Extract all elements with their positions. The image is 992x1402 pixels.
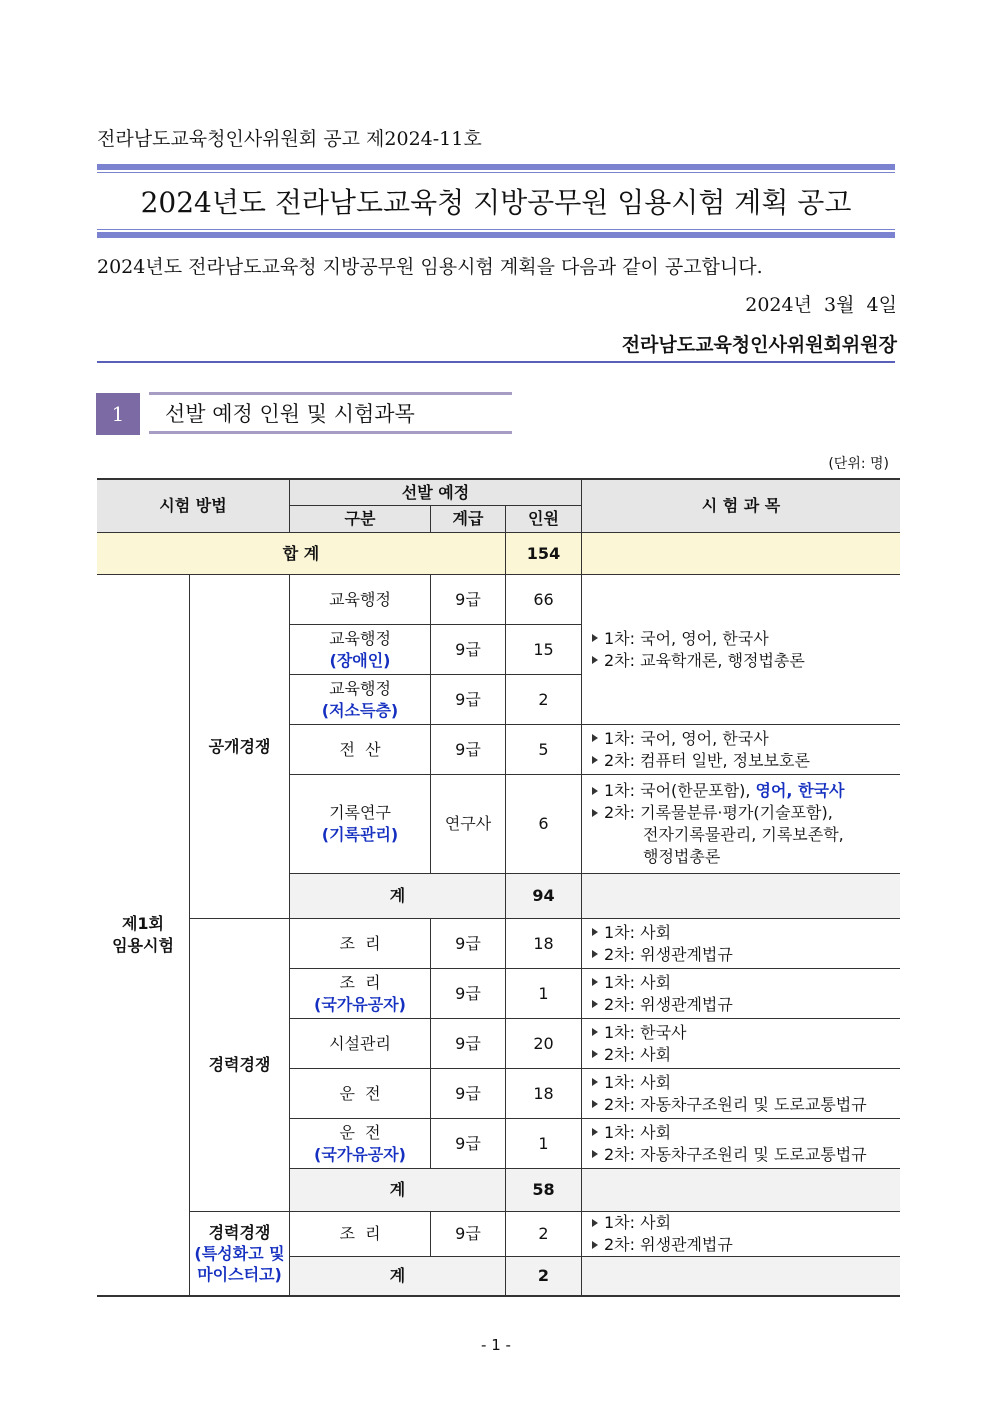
- grade-records: 연구사: [431, 775, 506, 874]
- bullet-icon: [592, 928, 598, 936]
- bullet-icon: [592, 1100, 598, 1108]
- bullet-icon: [592, 787, 598, 795]
- notice-date: 2024년 3월 4일: [745, 294, 897, 316]
- open-subtotal-subjects: [582, 874, 900, 919]
- header-subjects: 시 험 과 목: [582, 478, 900, 533]
- subjects-records: 1차: 국어(한문포함), 영어, 한국사 2차: 기록물분류·평가(기술포함), 전자기록물관리, 기록보존학, 행정법총론: [582, 775, 900, 874]
- grade-admin-disabled: 9급: [431, 625, 506, 675]
- cat-label: 교육행정: [329, 589, 391, 609]
- intro-text: 2024년도 전라남도교육청 지방공무원 임용시험 계획을 다음과 같이 공고합니다.: [97, 256, 763, 278]
- count-admin-disabled: 15: [506, 625, 582, 675]
- count-cook: 18: [506, 919, 582, 969]
- cat-label: 교육행정: [329, 628, 391, 648]
- subjects-it: 1차: 국어, 영어, 한국사 2차: 컴퓨터 일반, 정보보호론: [582, 725, 900, 775]
- count-cook-veteran: 1: [506, 969, 582, 1019]
- subjects-driver-veteran: 1차: 사회 2차: 자동차구조원리 및 도로교통법규: [582, 1119, 900, 1169]
- count-cook-special: 2: [506, 1212, 582, 1257]
- header-category: 구분: [290, 506, 431, 533]
- cat-note: (국가유공자): [314, 994, 406, 1014]
- subjects-cook: 1차: 사회 2차: 위생관계법규: [582, 919, 900, 969]
- round-label: 제1회 임용시험: [97, 575, 190, 1297]
- bullet-icon: [592, 1050, 598, 1058]
- career-special-note: 마이스터고): [197, 1265, 282, 1284]
- grand-total-value: 154: [506, 533, 582, 575]
- bullet-icon: [592, 734, 598, 742]
- bullet-icon: [592, 756, 598, 764]
- bullet-icon: [592, 1028, 598, 1036]
- grade-cook: 9급: [431, 919, 506, 969]
- cat-label: 교육행정: [329, 678, 391, 698]
- cat-admin: [290, 575, 431, 625]
- header-grade: 계급: [431, 506, 506, 533]
- special-subtotal-value: 2: [506, 1257, 582, 1297]
- open-subtotal-value: 94: [506, 874, 582, 919]
- grade-facility: 9급: [431, 1019, 506, 1069]
- bullet-icon: [592, 978, 598, 986]
- cat-driver: 운 전: [290, 1069, 431, 1119]
- bullet-icon: [592, 1128, 598, 1136]
- subjects-cook-veteran: 1차: 사회 2차: 위생관계법규: [582, 969, 900, 1019]
- cat-cook-special: 조 리: [290, 1212, 431, 1257]
- grade-driver: 9급: [431, 1069, 506, 1119]
- count-facility: 20: [506, 1019, 582, 1069]
- count-admin-lowincome: 2: [506, 675, 582, 725]
- count-it: 5: [506, 725, 582, 775]
- career-special-title: 경력경쟁: [208, 1223, 271, 1242]
- count-records: 6: [506, 775, 582, 874]
- special-subtotal-label: 계: [290, 1257, 506, 1297]
- special-subtotal-subjects: [582, 1257, 900, 1297]
- count-driver: 18: [506, 1069, 582, 1119]
- open-competition-label: 공개경쟁: [190, 575, 290, 919]
- cat-cook: 조 리: [290, 919, 431, 969]
- subjects-cook-special: 1차: 사회 2차: 위생관계법규: [582, 1212, 900, 1257]
- cat-label: 기록연구: [329, 803, 391, 822]
- count-admin: 66: [506, 575, 582, 625]
- document-title: 2024년도 전라남도교육청 지방공무원 임용시험 계획 공고: [97, 172, 895, 230]
- grade-driver-veteran: 9급: [431, 1119, 506, 1169]
- career-special-label: [190, 1212, 290, 1297]
- bullet-icon: [592, 1219, 598, 1227]
- cat-it: 전 산: [290, 725, 431, 775]
- cat-facility: 시설관리: [290, 1019, 431, 1069]
- cat-label: 운 전: [339, 1122, 381, 1142]
- unit-label: (단위: 명): [828, 456, 889, 472]
- grade-cook-special: 9급: [431, 1212, 506, 1257]
- bullet-icon: [592, 950, 598, 958]
- career-subtotal-label: 계: [290, 1169, 506, 1212]
- bullet-icon: [592, 1078, 598, 1086]
- bullet-icon: [592, 634, 598, 642]
- career-subtotal-value: 58: [506, 1169, 582, 1212]
- cat-label: 조 리: [339, 972, 381, 992]
- grade-admin-lowincome: 9급: [431, 675, 506, 725]
- subjects-admin: 1차: 국어, 영어, 한국사 2차: 교육학개론, 행정법총론: [582, 575, 900, 725]
- bullet-icon: [592, 1150, 598, 1158]
- cat-driver-veteran: [290, 1119, 431, 1169]
- cat-admin-disabled: [290, 625, 431, 675]
- subjects-facility: 1차: 한국사 2차: 사회: [582, 1019, 900, 1069]
- cat-note: (저소득층): [321, 700, 399, 720]
- count-driver-veteran: 1: [506, 1119, 582, 1169]
- career-competition-label: 경력경쟁: [190, 919, 290, 1212]
- bullet-icon: [592, 809, 598, 817]
- career-special-note: (특성화고 및: [194, 1244, 285, 1263]
- cat-cook-veteran: [290, 969, 431, 1019]
- title-box: [97, 164, 895, 238]
- subjects-driver: 1차: 사회 2차: 자동차구조원리 및 도로교통법규: [582, 1069, 900, 1119]
- cat-admin-lowincome: [290, 675, 431, 725]
- page-number: - 1 -: [481, 1336, 511, 1354]
- cat-note: (장애인): [329, 650, 391, 670]
- career-subtotal-subjects: [582, 1169, 900, 1212]
- bullet-icon: [592, 1241, 598, 1249]
- cat-note: (기록관리): [321, 825, 399, 844]
- bullet-icon: [592, 656, 598, 664]
- section-number: 1: [96, 393, 140, 435]
- cat-records: [290, 775, 431, 874]
- header-plan: 선발 예정: [290, 478, 582, 506]
- open-subtotal-label: 계: [290, 874, 506, 919]
- issuer: 전라남도교육청인사위원회위원장: [621, 334, 897, 356]
- bullet-icon: [592, 1000, 598, 1008]
- header-count: 인원: [506, 506, 582, 533]
- cat-note: (국가유공자): [314, 1144, 406, 1164]
- grade-admin: 9급: [431, 575, 506, 625]
- notice-number: 전라남도교육청인사위원회 공고 제2024-11호: [97, 128, 482, 150]
- grade-it: 9급: [431, 725, 506, 775]
- section-title: 선발 예정 인원 및 시험과목: [149, 392, 512, 434]
- grade-cook-veteran: 9급: [431, 969, 506, 1019]
- grand-total-subjects: [582, 533, 900, 575]
- grand-total-label: 합 계: [97, 533, 506, 575]
- divider: [97, 361, 895, 363]
- header-method: 시험 방법: [97, 478, 290, 533]
